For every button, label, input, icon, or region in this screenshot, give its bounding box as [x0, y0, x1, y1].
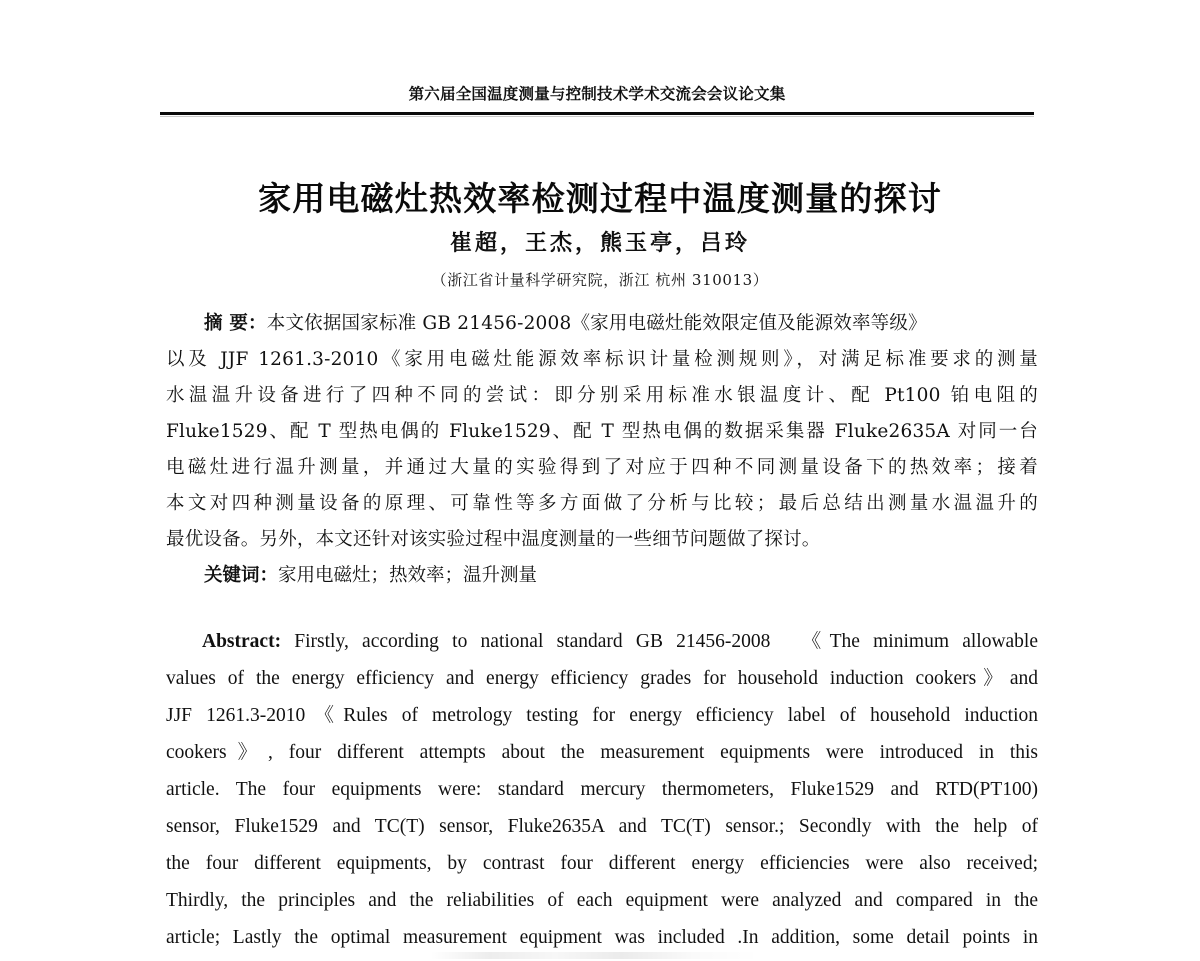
chinese-abstract-label: 摘 要: [204, 313, 249, 334]
header-rule: [160, 112, 1034, 115]
header-rule-shadow: [160, 116, 1034, 117]
scan-bleed-artifact: [430, 952, 760, 959]
chinese-keywords-label: 关键词: [204, 565, 260, 586]
chinese-abstract-line: 最优设备。另外，本文还针对该实验过程中温度测量的一些细节问题做了探讨。: [166, 529, 821, 550]
english-abstract-line: [166, 623, 1038, 660]
chinese-abstract-line: 以及 JJF 1261.3-2010《家用电磁灶能源效率标识计量检测规则》，对满足标准要求的测量: [166, 349, 1038, 370]
page-title: 家用电磁灶热效率检测过程中温度测量的探讨: [258, 179, 942, 219]
english-abstract-line: cookers》, four different attempts about the measurement equipments were introduced in this: [166, 742, 1038, 763]
english-abstract-line: article; Lastly the optimal measurement equipment was included .In addition, some detail points in: [166, 927, 1038, 948]
chinese-abstract: [166, 306, 1038, 558]
english-abstract-line: the four different equipments, by contrast four different energy efficiencies were also received;: [166, 853, 1038, 874]
chinese-abstract-line: 本文对四种测量设备的原理、可靠性等多方面做了分析与比较；最后总结出测量水温温升的: [166, 493, 1038, 514]
english-abstract-line: JJF 1261.3-2010《Rules of metrology testing for energy efficiency label of household induction: [166, 705, 1038, 726]
chinese-abstract-line: [166, 306, 1038, 342]
english-abstract: [166, 623, 1038, 956]
chinese-abstract-line: Fluke1529、配 T 型热电偶的 Fluke1529、配 T 型热电偶的数据采集器 Fluke2635A 对同一台: [166, 421, 1038, 442]
chinese-keywords-separator: ：: [259, 565, 279, 586]
affiliation: （浙江省计量科学研究院，浙江 杭州 310013）: [431, 271, 769, 289]
english-abstract-line: values of the energy efficiency and energy efficiency grades for household induction cookers》and: [166, 668, 1038, 689]
chinese-abstract-line: 水温温升设备进行了四种不同的尝试：即分别采用标准水银温度计、配 Pt100 铂电阻的: [166, 385, 1038, 406]
english-abstract-line: article. The four equipments were: standard mercury thermometers, Fluke1529 and RTD(PT100): [166, 779, 1038, 800]
chinese-keywords: [166, 558, 1038, 594]
chinese-abstract-line: 电磁灶进行温升测量，并通过大量的实验得到了对应于四种不同测量设备下的热效率；接着: [166, 457, 1038, 478]
author-list: 崔超，王杰，熊玉亭，吕玲: [449, 230, 750, 256]
english-abstract-label: Abstract:: [202, 631, 282, 652]
chinese-abstract-separator: ：: [248, 313, 267, 334]
english-abstract-line: Thirdly, the principles and the reliabilities of each equipment were analyzed and compared in the: [166, 890, 1038, 911]
running-head: 第六届全国温度测量与控制技术学术交流会会议论文集: [408, 85, 786, 103]
chinese-keywords-text: 家用电磁灶；热效率；温升测量: [278, 565, 538, 586]
english-abstract-line: sensor, Fluke1529 and TC(T) sensor, Fluke2635A and TC(T) sensor.; Secondly with the help of: [166, 816, 1038, 837]
english-abstract-text: Firstly, according to national standard GB 21456-2008 《The minimum allowable: [294, 631, 1039, 652]
chinese-abstract-text: 本文依据国家标准 GB 21456-2008《家用电磁灶能效限定值及能源效率等级》: [266, 313, 927, 334]
